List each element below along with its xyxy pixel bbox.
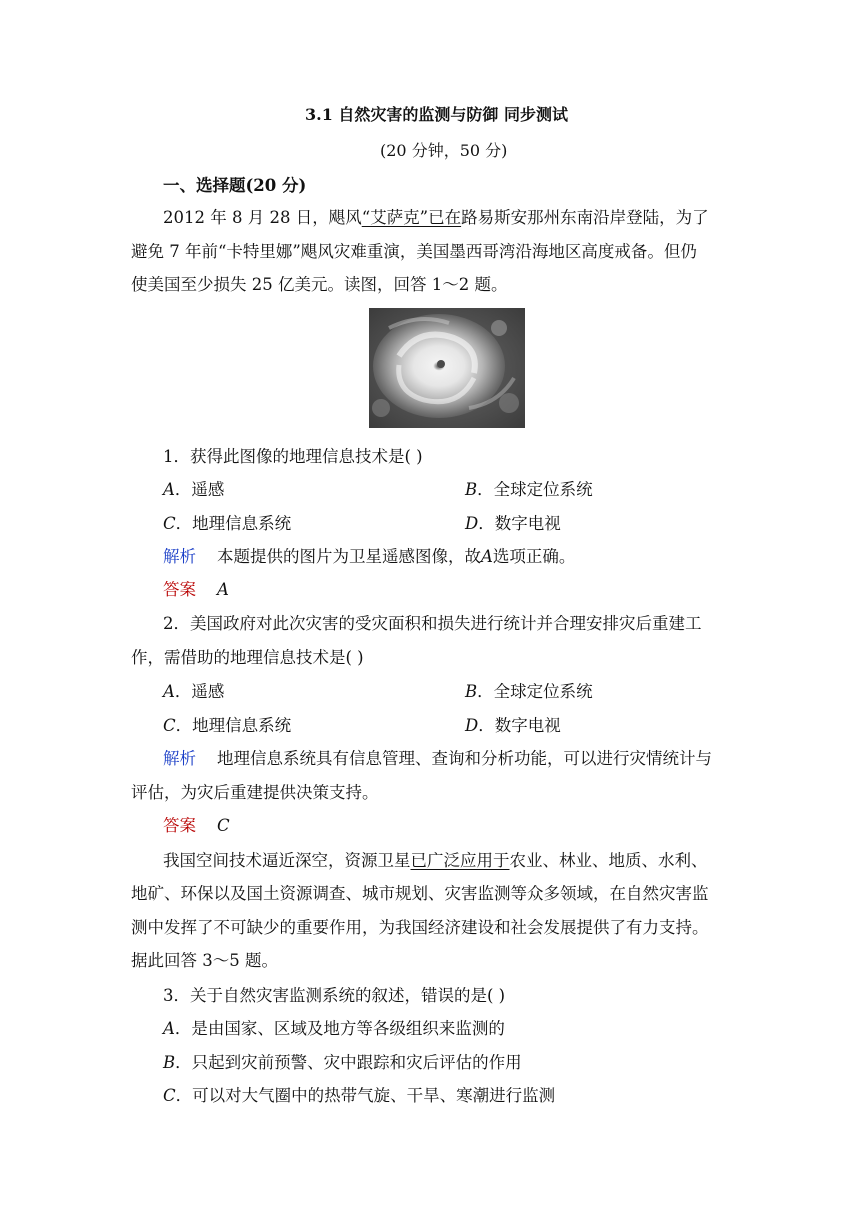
section-heading-choice: 一、选择题(20 分) — [163, 176, 307, 195]
q1-option-c: C．地理信息系统 — [163, 514, 292, 533]
answer-label: 答案 — [163, 580, 196, 599]
underlined-text: “艾萨克”已在 — [361, 208, 462, 227]
q2-option-c: C．地理信息系统 — [163, 716, 292, 735]
q2-option-a: A．遥感 — [163, 682, 225, 701]
intro2-line1: 我国空间技术逼近深空，资源卫星已广泛应用于农业、林业、地质、水利、 — [163, 851, 708, 870]
answer-value: C — [216, 816, 230, 835]
q1-stem: 1．获得此图像的地理信息技术是( ) — [163, 447, 423, 466]
hurricane-graphic — [369, 308, 525, 428]
intro1-line1: 2012 年 8 月 28 日，飓风“艾萨克”已在路易斯安那州东南沿岸登陆，为了 — [163, 208, 709, 227]
q2-stem-line2: 作，需借助的地理信息技术是( ) — [131, 648, 364, 667]
q2-analysis-line2: 评估，为灾后重建提供决策支持。 — [131, 783, 379, 802]
q2-answer — [163, 815, 230, 837]
intro2-line3: 测中发挥了不可缺少的重要作用，为我国经济建设和社会发展提供了有力支持。 — [131, 918, 709, 937]
page-title: 3.1 自然灾害的监测与防御 同步测试 — [305, 105, 568, 124]
q1-option-d: D．数字电视 — [465, 514, 561, 533]
hurricane-satellite-image — [369, 308, 525, 428]
intro1-line2: 避免 7 年前“卡特里娜”飓风灾难重演，美国墨西哥湾沿海地区高度戒备。但仍 — [131, 242, 697, 261]
q1-answer — [163, 579, 229, 601]
q3-option-a: A．是由国家、区域及地方等各级组织来监测的 — [163, 1019, 505, 1038]
q2-option-d: D．数字电视 — [465, 716, 561, 735]
q3-stem: 3．关于自然灾害监测系统的叙述，错误的是( ) — [163, 986, 506, 1005]
q1-option-a: A．遥感 — [163, 480, 225, 499]
time-score: (20 分钟，50 分) — [380, 141, 508, 160]
intro2-line4: 据此回答 3～5 题。 — [131, 951, 278, 970]
q2-option-b: B．全球定位系统 — [465, 682, 593, 701]
q2-analysis-line1: 解析 地理信息系统具有信息管理、查询和分析功能，可以进行灾情统计与 — [163, 749, 712, 768]
q1-option-b: B．全球定位系统 — [465, 480, 593, 499]
intro1-line3: 使美国至少损失 25 亿美元。读图，回答 1～2 题。 — [131, 275, 508, 294]
intro2-line2: 地矿、环保以及国土资源调查、城市规划、灾害监测等众多领域，在自然灾害监 — [131, 884, 709, 903]
answer-label: 答案 — [163, 816, 196, 835]
analysis-label: 解析 — [163, 547, 196, 566]
q1-analysis: 解析 本题提供的图片为卫星遥感图像，故A选项正确。 — [163, 547, 576, 566]
underlined-text: 已广泛应用于 — [410, 851, 510, 870]
q3-option-c: C．可以对大气圈中的热带气旋、干旱、寒潮进行监测 — [163, 1086, 556, 1105]
analysis-label: 解析 — [163, 749, 196, 768]
q2-stem-line1: 2．美国政府对此次灾害的受灾面积和损失进行统计并合理安排灾后重建工 — [163, 614, 702, 633]
answer-value: A — [216, 580, 229, 599]
q3-option-b: B．只起到灾前预警、灾中跟踪和灾后评估的作用 — [163, 1053, 522, 1072]
